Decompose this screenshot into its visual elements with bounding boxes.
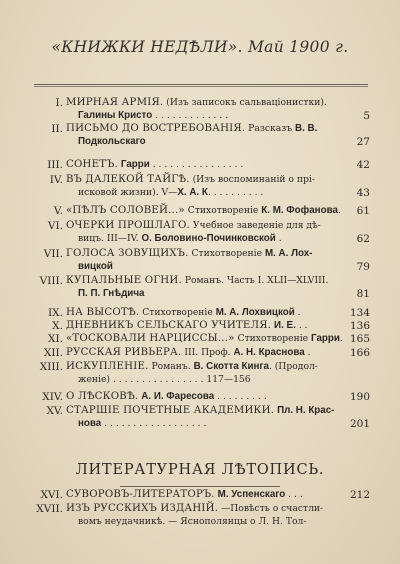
entry-title: СТАРШІЕ ПОЧЕТНЫЕ АКАДЕМИКИ. xyxy=(66,405,275,416)
entry-line xyxy=(78,261,113,273)
entry-author: И. Е. xyxy=(274,320,296,331)
entry-author: Пл. Н. Крас- xyxy=(277,405,335,416)
page-number: 165 xyxy=(349,333,370,345)
entry-author: Гарри xyxy=(120,159,150,170)
entry-text: . (Продол- xyxy=(268,361,318,372)
entry-text: Разсказъ xyxy=(245,123,295,134)
entry-line xyxy=(66,174,315,186)
entry-line xyxy=(78,110,228,122)
entry-text: . xyxy=(304,347,311,358)
entry-number: VIII. xyxy=(39,275,63,287)
entry-title: «ТОСКОВАЛИ НАРЦИССЫ...» xyxy=(66,333,235,344)
entry-author: М. А. Лохвицкой xyxy=(215,307,295,318)
entry-title: ИЗЪ РУССКИХЪ ИЗДАНІЙ. xyxy=(66,503,219,514)
entry-title: ИСКУПЛЕНІЕ. xyxy=(66,361,149,372)
entry-author: Подкольскаго xyxy=(78,136,146,147)
entry-title: МИРНАЯ АРМІЯ. xyxy=(66,97,164,108)
entry-text: Романъ. Часть I. XLII—XLVIII. xyxy=(181,275,329,286)
entry-author: О. Боловино-Починковской xyxy=(141,233,276,244)
entry-text: . . xyxy=(295,320,308,331)
entry-title: РУССКАЯ РИВЬЕРА. xyxy=(66,347,182,358)
journal-header: «КНИЖКИ НЕДѢЛИ». Май 1900 г. xyxy=(51,38,349,56)
entry-author: К. М. Фофанова xyxy=(261,205,338,216)
entry-number: XII. xyxy=(43,347,63,359)
entry-text: вомъ неудачникѣ. xyxy=(78,516,166,527)
entry-text: вицъ. III—IV. xyxy=(78,233,142,244)
entry-number: XIII. xyxy=(39,361,63,373)
entry-author: В. Скотта Кинга xyxy=(193,361,269,372)
entry-number: XVII. xyxy=(36,503,63,515)
page-number: 43 xyxy=(356,187,370,199)
entry-line xyxy=(66,123,317,135)
entry-author: А. И. Фаресова xyxy=(141,391,215,402)
page-number: 166 xyxy=(349,347,370,359)
page-number: 81 xyxy=(356,288,370,300)
entry-text: Стихотвореніе xyxy=(184,205,262,216)
entry-title: ПИСЬМО ДО ВОСТРЕБОВАНІЯ. xyxy=(66,123,246,134)
header-rule xyxy=(34,84,368,85)
section-title: ЛИТЕРАТУРНАЯ ЛѢТОПИСЬ. xyxy=(75,462,325,478)
entry-title: ГОЛОСА ЗОВУЩИХЪ. xyxy=(66,248,189,259)
entry-text: III. Проф. xyxy=(181,347,234,358)
entry-text: . . . . . . . . . xyxy=(214,391,267,402)
entry-line xyxy=(66,503,323,515)
entry-line xyxy=(66,159,243,171)
entry-title: ВЪ ДАЛЕКОЙ ТАЙГѢ. xyxy=(66,174,190,185)
entry-line xyxy=(66,220,321,232)
entry-text: (Изъ записокъ сальваціонистки). xyxy=(163,97,327,108)
entry-line xyxy=(66,405,334,417)
entry-text: — Яснополянцы о Л. Н. Тол- xyxy=(165,516,307,527)
entry-line xyxy=(66,320,307,332)
entry-title: НА ВЫСОТѢ. xyxy=(66,307,140,318)
entry-line xyxy=(78,418,206,430)
entry-number: XVI. xyxy=(40,489,63,501)
page-number: 42 xyxy=(356,159,370,171)
entry-number: IX. xyxy=(48,307,63,319)
entry-line xyxy=(78,233,282,245)
entry-text: . xyxy=(337,205,341,216)
entry-text: (Изъ воспоминаній о прі- xyxy=(189,174,315,185)
entry-title: СУВОРОВЪ-ЛИТЕРАТОРЪ. xyxy=(66,489,215,500)
entry-line xyxy=(66,489,303,501)
entry-text: Стихотвореніе xyxy=(234,333,312,344)
entry-line xyxy=(66,275,328,287)
entry-number: X. xyxy=(52,320,63,332)
entry-author: нова xyxy=(78,418,102,429)
entry-text: исковой жизни). V— xyxy=(78,187,178,198)
entry-number: I. xyxy=(55,97,63,109)
entry-author: А. Н. Краснова xyxy=(233,347,305,358)
page-number: 62 xyxy=(356,233,370,245)
entry-line xyxy=(66,248,312,260)
entry-text: —Повѣсть о счастли- xyxy=(218,503,324,514)
entry-number: XIV. xyxy=(42,391,63,403)
entry-line xyxy=(66,205,341,217)
entry-author: М. Успенскаго xyxy=(217,489,286,500)
entry-author: вицкой xyxy=(78,261,113,272)
entry-line xyxy=(66,347,311,359)
entry-text: Учебное заведеніе для дѣ- xyxy=(190,220,321,231)
entry-number: XI. xyxy=(48,333,63,345)
page-number: 190 xyxy=(349,391,370,403)
entry-title: О ЛѢСКОВѢ. xyxy=(66,391,139,402)
page-number: 136 xyxy=(349,320,370,332)
entry-number: II. xyxy=(51,123,63,135)
entry-text: . . . . . . . . . . xyxy=(207,187,264,198)
page-number: 212 xyxy=(349,489,370,501)
page-number: 5 xyxy=(363,110,370,122)
entry-line xyxy=(66,361,318,373)
entry-line xyxy=(66,333,343,345)
entry-text: . xyxy=(294,307,301,318)
entry-number: VI. xyxy=(47,220,63,232)
entry-text: женіе) . . . . . . . . . . . . . . . . 117—156 xyxy=(78,374,251,385)
entry-number: V. xyxy=(53,205,63,217)
page-number: 134 xyxy=(349,307,370,319)
entry-title: КУПАЛЬНЫЕ ОГНИ. xyxy=(66,275,182,286)
entry-text: . . . . . . . . . . . . . . . . . . xyxy=(101,418,207,429)
entry-text: . . . . . . . . . . . . . xyxy=(152,110,229,121)
entry-number: IV. xyxy=(49,174,63,186)
entry-author: Гарри xyxy=(311,333,340,344)
entry-title: ОЧЕРКИ ПРОШЛАГО. xyxy=(66,220,190,231)
entry-number: VII. xyxy=(43,248,63,260)
page-number: 79 xyxy=(356,261,370,273)
entry-line xyxy=(66,307,301,319)
header-rule-thin xyxy=(34,86,368,87)
entry-text: . . . . . . . . . . . . . . . . xyxy=(149,159,244,170)
page-number: 201 xyxy=(349,418,370,430)
entry-line xyxy=(66,391,267,403)
entry-author: В. В. xyxy=(295,123,318,134)
entry-text: Стихотвореніе xyxy=(188,248,265,259)
entry-author: Х. А. К xyxy=(177,187,208,198)
entry-text: . . . xyxy=(285,489,303,500)
entry-text: Романъ. xyxy=(148,361,194,372)
entry-text: Стихотвореніе xyxy=(139,307,216,318)
section-rule xyxy=(120,486,280,487)
entry-title: «ПѢЛЪ СОЛОВЕЙ...» xyxy=(66,205,185,216)
entry-author: П. П. Гнѣдича xyxy=(78,288,145,299)
entry-line xyxy=(78,187,263,199)
entry-line xyxy=(78,136,146,148)
page-number: 61 xyxy=(356,205,370,217)
entry-number: III. xyxy=(47,159,63,171)
entry-text: . xyxy=(275,233,282,244)
entry-line xyxy=(78,288,144,300)
page-number: 27 xyxy=(356,136,370,148)
entry-author: Галины Кристо xyxy=(78,110,153,121)
entry-title: СОНЕТЪ. xyxy=(66,159,118,170)
entry-text: . xyxy=(339,333,343,344)
entry-title: ДНЕВНИКЪ СЕЛЬСКАГО УЧИТЕЛЯ. xyxy=(66,320,272,331)
entry-number: XV. xyxy=(46,405,63,417)
entry-author: М. А. Лох- xyxy=(264,248,313,259)
entry-line xyxy=(78,516,306,528)
entry-line xyxy=(78,374,251,386)
entry-line xyxy=(66,97,327,109)
